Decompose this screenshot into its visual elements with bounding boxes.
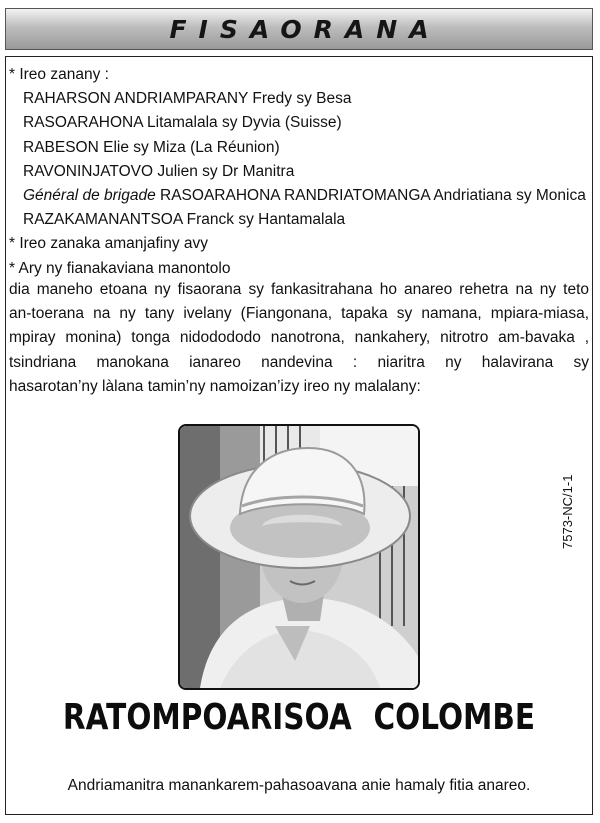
- paragraph-line: an-toerana na ny tany ivelany (Fiangonana, tapaka sy namana, mpiara-miasa,: [9, 305, 589, 323]
- family-member: RAVONINJATOVO Julien sy Dr Manitra: [23, 162, 295, 180]
- deceased-name: RATOMPOARISOA COLOMBE: [62, 697, 536, 738]
- general-name: RASOARAHONA RANDRIATOMANGA Andriatiana sy Monica: [155, 187, 586, 205]
- paragraph-line: tsindriana manokana ianareo nandevina : niaritra ny halavirana sy: [9, 353, 589, 371]
- notice-frame: [5, 56, 593, 815]
- family-member: RASOARAHONA Litamalala sy Dyvia (Suisse): [23, 114, 342, 132]
- military-rank: Général de brigade: [23, 187, 156, 205]
- paragraph-line: hasarotan’ny làlana tamin’ny namoizan’izy ireo ny malalany:: [9, 377, 421, 395]
- paragraph-line: mpiray monina) tonga nidodododo nanotrona, nankahery, nitrotro am-bavaka ,: [9, 329, 589, 347]
- reference-code: 7573-NC/1-1: [560, 474, 575, 549]
- header-banner: [5, 8, 593, 50]
- family-member: RAHARSON ANDRIAMPARANY Fredy sy Besa: [23, 90, 352, 108]
- grandchildren-line: * Ireo zanaka amanjafiny avy: [9, 235, 209, 253]
- family-list: [9, 63, 589, 281]
- children-heading: * Ireo zanany :: [9, 66, 109, 83]
- family-member: RAZAKAMANANTSOA Franck sy Hantamalala: [23, 211, 346, 229]
- thanks-paragraph: [9, 278, 589, 399]
- portrait-photo: [178, 424, 420, 690]
- closing-blessing: Andriamanitra manankarem-pahasoavana anie hamaly fitia anareo.: [67, 777, 531, 794]
- relatives-line: * Ary ny fianakaviana manontolo: [9, 259, 231, 277]
- paragraph-line: dia maneho etoana ny fisaorana sy fankasitrahana ho anareo rehetra na ny teto: [9, 281, 589, 298]
- page-title: FISAORANA: [169, 14, 441, 44]
- family-member-general: [9, 184, 589, 208]
- family-member: RABESON Elie sy Miza (La Réunion): [23, 138, 280, 156]
